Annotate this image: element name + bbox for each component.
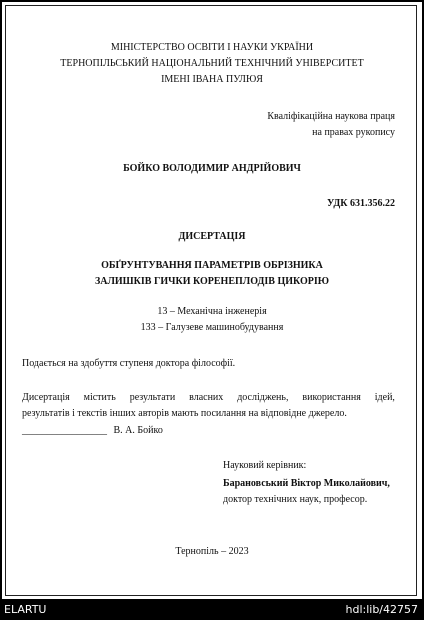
place-and-year: Тернопіль – 2023 xyxy=(175,546,249,557)
university-line: ТЕРНОПІЛЬСЬКИЙ НАЦІОНАЛЬНИЙ ТЕХНІЧНИЙ УНІВЕРСИТЕТ xyxy=(60,58,364,69)
thesis-title-line1: ОБҐРУНТУВАННЯ ПАРАМЕТРІВ ОБРІЗНИКА xyxy=(101,260,323,271)
declaration-line1 xyxy=(22,392,395,404)
declaration-word: власних xyxy=(189,392,224,403)
signature-block xyxy=(22,425,163,437)
signature-line: _________________ xyxy=(22,425,107,436)
declaration-word: використання xyxy=(302,392,361,403)
specialty-line2: 133 – Галузеве машинобудування xyxy=(140,322,284,333)
document-page xyxy=(2,2,422,599)
repository-footer xyxy=(0,600,424,620)
university-name-line: ІМЕНІ ІВАНА ПУЛЮЯ xyxy=(161,74,263,85)
udc-code: УДК 631.356.22 xyxy=(327,198,395,209)
manuscript-label: на правах рукопису xyxy=(312,127,395,138)
declaration-word: Дисертація xyxy=(22,392,70,403)
repository-name: ELARTU xyxy=(4,603,47,616)
page-border xyxy=(5,5,417,596)
specialty-line1: 13 – Механічна інженерія xyxy=(157,306,267,317)
submission-statement: Подається на здобуття ступеня доктора філософії. xyxy=(22,358,236,369)
supervisor-degree: доктор технічних наук, професор. xyxy=(223,494,368,505)
document-type: ДИСЕРТАЦІЯ xyxy=(178,231,246,242)
declaration-word: досліджень, xyxy=(237,392,289,403)
supervisor-name: Барановський Віктор Миколайович, xyxy=(223,478,390,489)
thesis-title-line2: ЗАЛИШКІВ ГИЧКИ КОРЕНЕПЛОДІВ ЦИКОРІЮ xyxy=(94,276,330,287)
signatory-name: В. А. Бойко xyxy=(113,425,163,436)
handle-identifier: hdl:lib/42757 xyxy=(345,603,418,616)
declaration-word: містить xyxy=(83,392,116,403)
qualification-label: Кваліфікаційна наукова праця xyxy=(267,111,395,122)
declaration-line2: результатів і текстів інших авторів мають посилання на відповідне джерело. xyxy=(22,408,347,419)
supervisor-label: Науковий керівник: xyxy=(223,460,307,471)
ministry-line: МІНІСТЕРСТВО ОСВІТИ І НАУКИ УКРАЇНИ xyxy=(110,42,314,53)
author-name: БОЙКО ВОЛОДИМИР АНДРІЙОВИЧ xyxy=(123,163,301,174)
declaration-word: ідей, xyxy=(374,392,395,403)
declaration-word: результати xyxy=(129,392,176,403)
